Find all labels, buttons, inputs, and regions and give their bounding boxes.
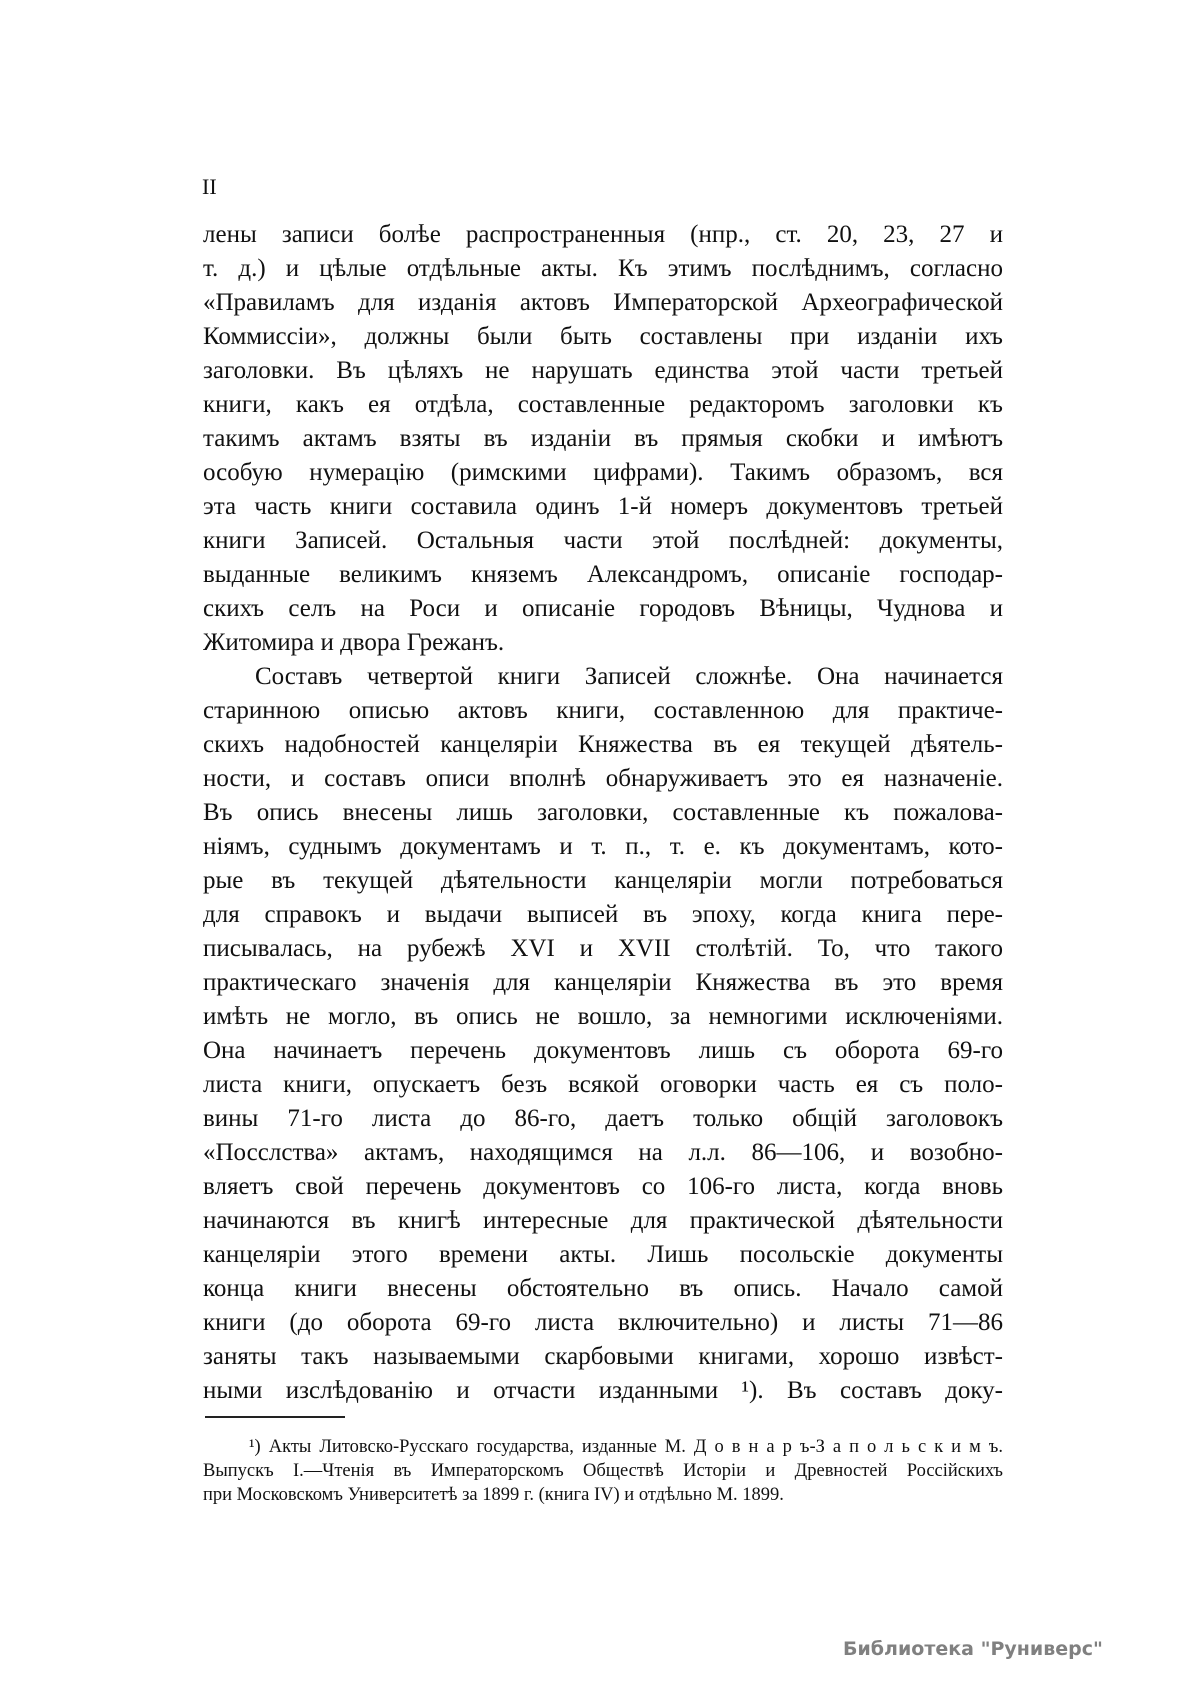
text-line: особую нумерацiю (римскими цифрами). Такимъ образомъ, вся	[203, 459, 1003, 486]
text-line: книги, какъ ея отдѣла, составленные редакторомъ заголовки къ	[203, 391, 1003, 418]
text-line: имѣть не могло, въ опись не вошло, за немногими исключенiями.	[203, 1003, 1003, 1030]
text-line: скихъ селъ на Роси и описанiе городовъ Вѣницы, Чуднова и	[203, 595, 1003, 622]
text-line: т. д.) и цѣлые отдѣльные акты. Къ этимъ послѣднимъ, согласно	[203, 255, 1003, 282]
text-line: скихъ надобностей канцелярiи Княжества въ ея текущей дѣятель-	[203, 731, 1003, 758]
text-line: книги Записей. Остальныя части этой послѣдней: документы,	[203, 527, 1003, 554]
text-line: старинною описью актовъ книги, составленною для практиче-	[203, 697, 1003, 724]
text-line: практическаго значенiя для канцелярiи Княжества въ это время	[203, 969, 1003, 996]
page-number: II	[202, 174, 217, 199]
library-watermark: Библиотека "Руниверс"	[843, 1638, 1103, 1660]
text-line: Коммиссiи», должны были быть составлены при изданiи ихъ	[203, 323, 1003, 350]
body-text	[203, 218, 1003, 1408]
footnote-line: при Московскомъ Университетѣ за 1899 г. (книга IV) и отдѣльно М. 1899.	[203, 1485, 784, 1505]
text-line: эта часть книги составила одинъ 1-й номеръ документовъ третьей	[203, 493, 1003, 520]
text-line: лены записи болѣе распространенныя (нпр., ст. 20, 23, 27 и	[203, 221, 1003, 248]
text-line: Житомира и двора Грежанъ.	[203, 629, 505, 656]
text-line: канцелярiи этого времени акты. Лишь посольскiе документы	[203, 1241, 1003, 1268]
text-line: «Правиламъ для изданiя актовъ Императорской Археографической	[203, 289, 1003, 316]
footnote-line: ¹) Акты Литовско-Русскаго государства, изданные М. Д о в н а р ъ-З а п о л ь с к и м ъ.	[249, 1437, 1003, 1457]
text-line: Въ опись внесены лишь заголовки, составленные къ пожалова-	[203, 799, 1003, 826]
text-line: Составъ четвертой книги Записей сложнѣе. Она начинается	[255, 663, 1003, 690]
text-line: «Посслства» актамъ, находящимся на л.л. 86—106, и возобно-	[203, 1139, 1003, 1166]
text-line: заголовки. Въ цѣляхъ не нарушать единства этой части третьей	[203, 357, 1003, 384]
text-line: начинаются въ книгѣ интересные для практической дѣятельности	[203, 1207, 1003, 1234]
text-line: нiямъ, суднымъ документамъ и т. п., т. е. къ документамъ, кото-	[203, 833, 1003, 860]
text-line: заняты такъ называемыми скарбовыми книгами, хорошо извѣст-	[203, 1343, 1003, 1370]
text-line: листа книги, опускаетъ безъ всякой оговорки часть ея съ поло-	[203, 1071, 1003, 1098]
footnote-line: Выпускъ I.—Чтенiя въ Императорскомъ Обществѣ Исторiи и Древностей Россiйскихъ	[203, 1461, 1003, 1481]
text-line: конца книги внесены обстоятельно въ опись. Начало самой	[203, 1275, 1003, 1302]
text-line: Она начинаетъ перечень документовъ лишь съ оборота 69-го	[203, 1037, 1003, 1064]
text-line: ности, и составъ описи вполнѣ обнаруживаетъ это ея назначенiе.	[203, 765, 1003, 792]
footnote-divider	[205, 1416, 345, 1418]
text-line: писывалась, на рубежѣ XVI и XVII столѣтiй. То, что такого	[203, 935, 1003, 962]
text-line: рые въ текущей дѣятельности канцелярiи могли потребоваться	[203, 867, 1003, 894]
text-line: выданные великимъ княземъ Александромъ, описанiе господар-	[203, 561, 1003, 588]
text-line: вляетъ свой перечень документовъ со 106-го листа, когда вновь	[203, 1173, 1003, 1200]
text-line: такимъ актамъ взяты въ изданiи въ прямыя скобки и имѣютъ	[203, 425, 1003, 452]
text-line: для справокъ и выдачи выписей въ эпоху, когда книга пере-	[203, 901, 1003, 928]
text-line: вины 71-го листа до 86-го, даетъ только общiй заголовокъ	[203, 1105, 1003, 1132]
text-line: книги (до оборота 69-го листа включительно) и листы 71—86	[203, 1309, 1003, 1336]
text-line: ными изслѣдованiю и отчасти изданными ¹). Въ составъ доку-	[203, 1377, 1003, 1404]
footnote	[203, 1435, 1003, 1507]
